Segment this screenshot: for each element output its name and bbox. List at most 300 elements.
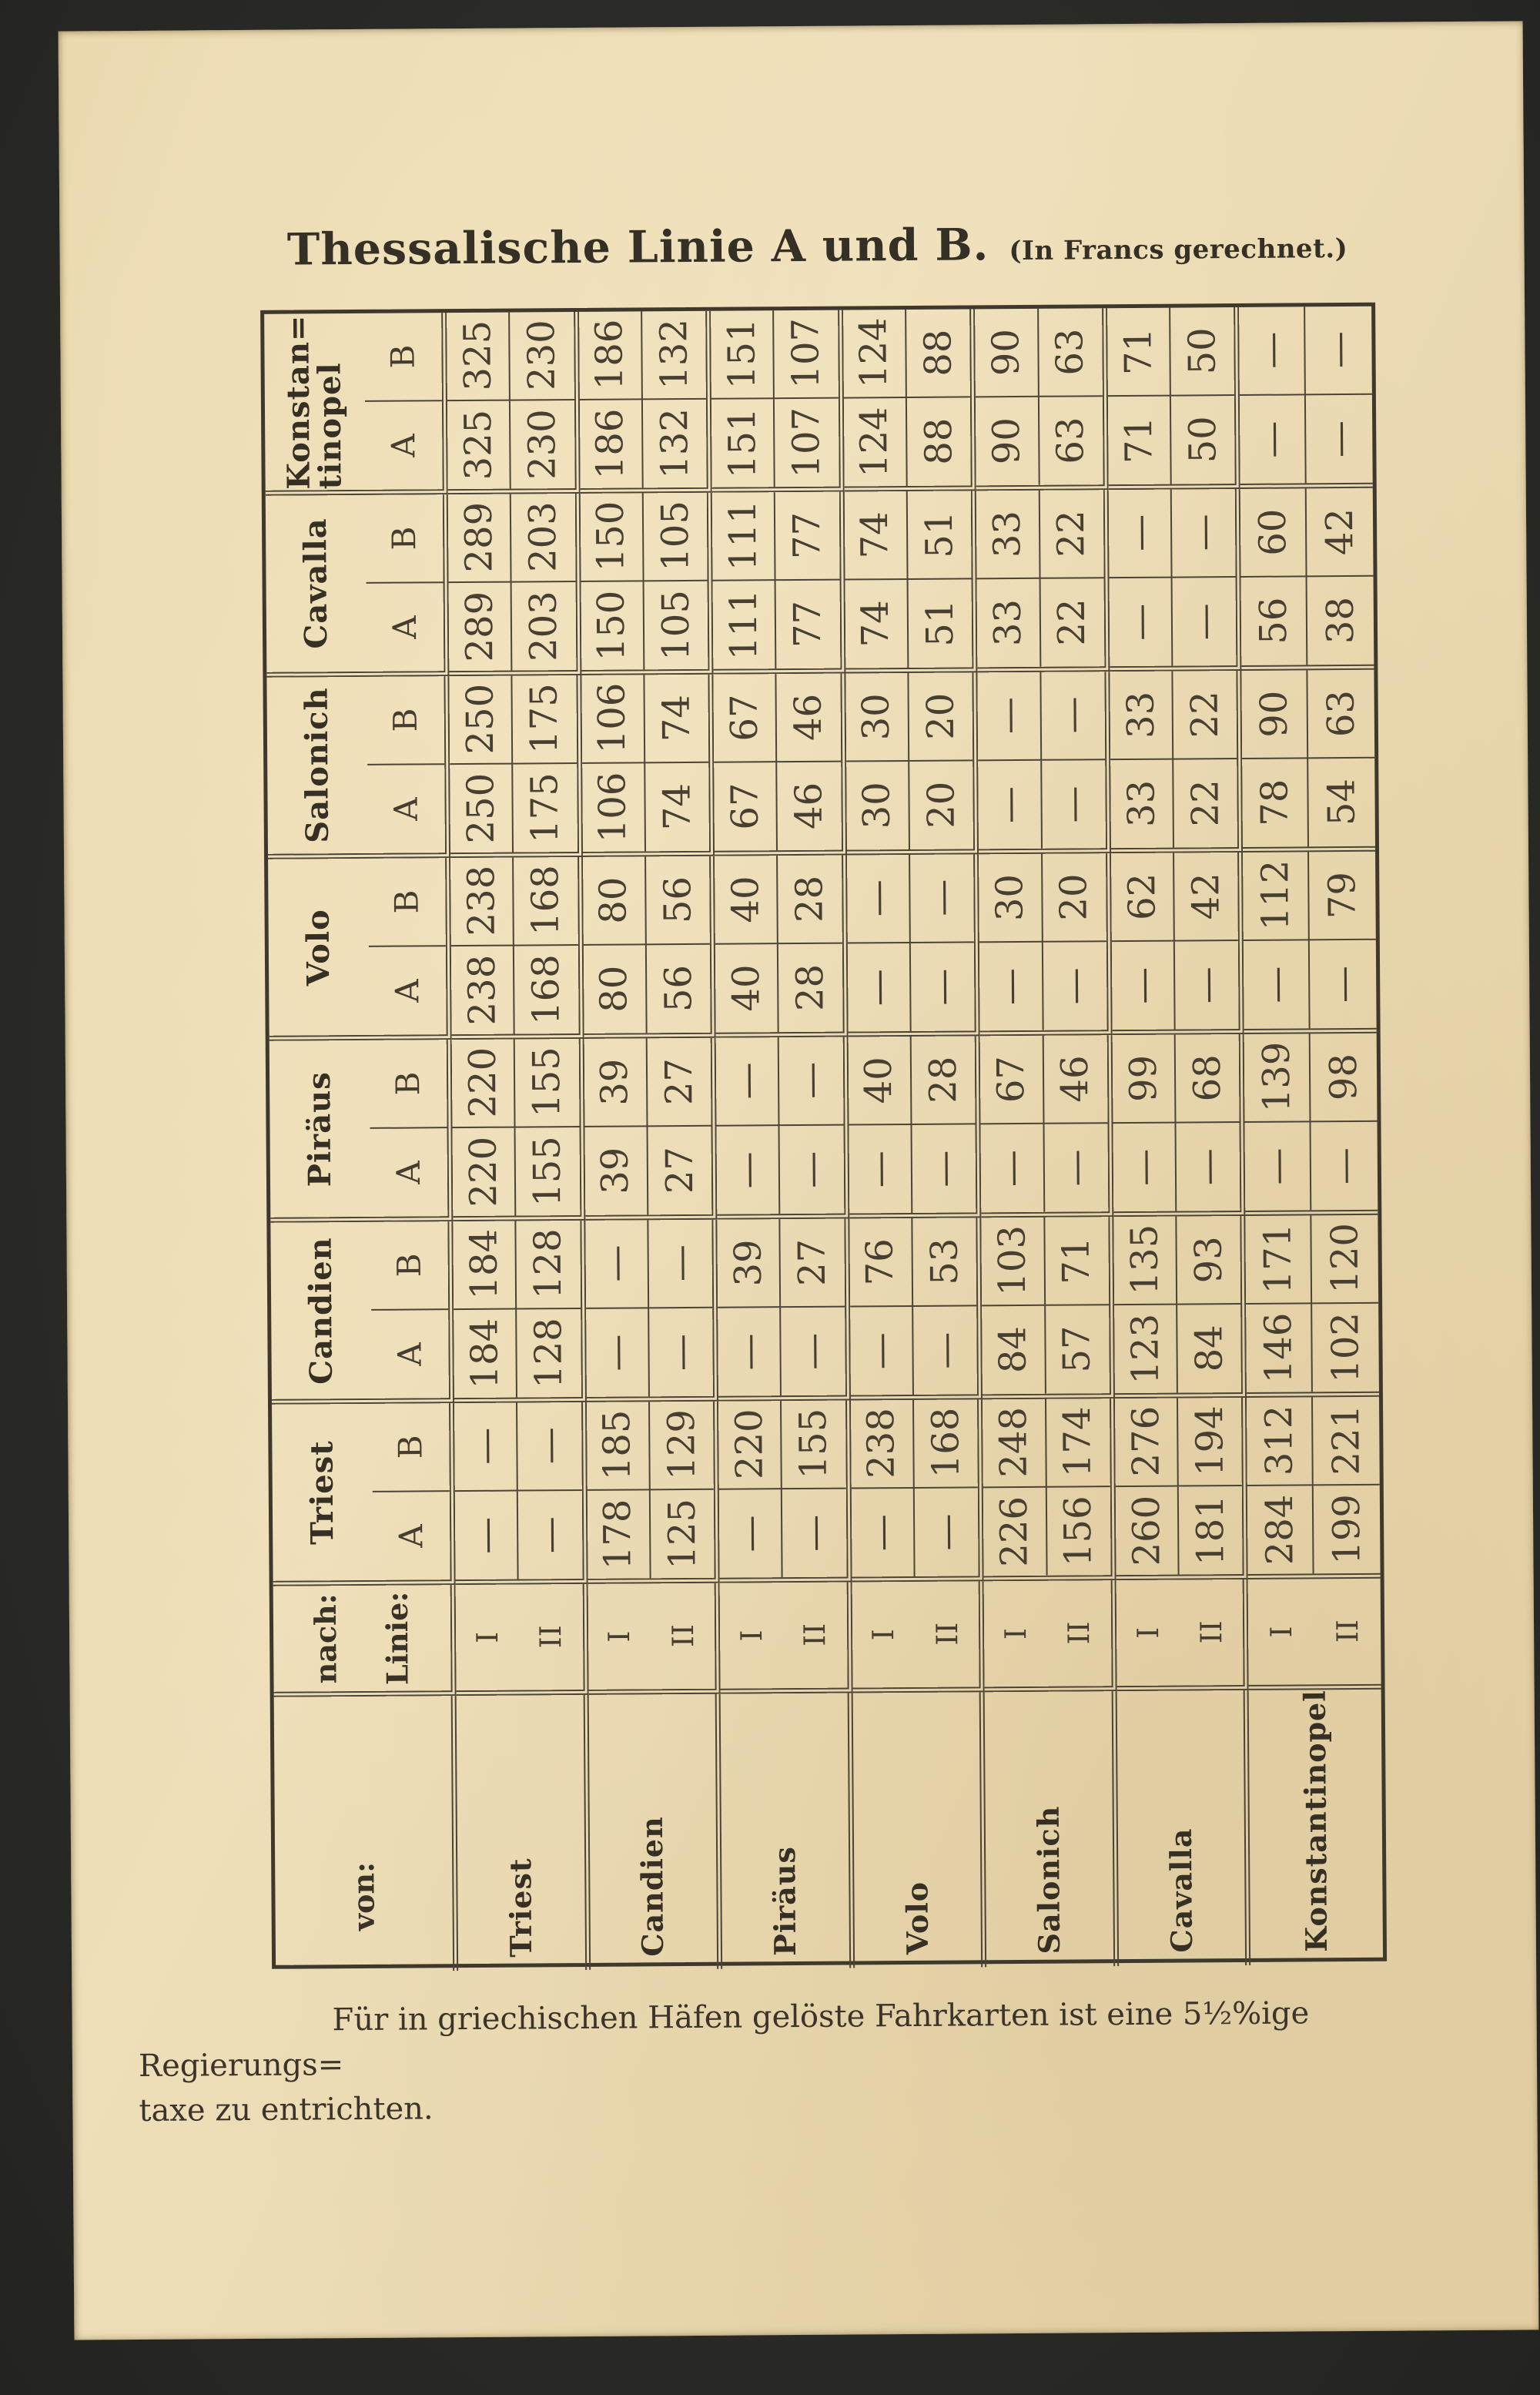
fare-value-b-i: 124 xyxy=(852,317,896,389)
fare-cell xyxy=(979,853,1112,1036)
fare-value-a-i: 106 xyxy=(591,772,635,843)
fare-value-a-ii: — xyxy=(923,1331,967,1369)
linie-b-label: B xyxy=(386,708,424,732)
fare-value-b-i: 150 xyxy=(589,501,633,572)
fare-value-a-i: 226 xyxy=(992,1496,1036,1567)
fare-value-a-i: 150 xyxy=(589,590,634,662)
fare-cell xyxy=(712,492,845,675)
footer-line-2: taxe zu entrichten. xyxy=(139,2091,434,2129)
fare-cell xyxy=(1242,670,1375,852)
footer-note xyxy=(138,1990,1409,2133)
fare-value-a-ii: — xyxy=(789,1151,834,1188)
fare-value-b-i: 67 xyxy=(989,1055,1033,1104)
fare-cell xyxy=(587,1402,720,1584)
fare-value-a-i: 220 xyxy=(461,1136,505,1208)
nach-row-header xyxy=(272,1403,456,1586)
fare-cell xyxy=(1109,489,1242,672)
fare-value-b-ii: 51 xyxy=(917,511,962,558)
von-column-cell xyxy=(721,1693,855,1969)
fare-value-a-ii: 57 xyxy=(1055,1325,1099,1373)
fare-value-a-ii: — xyxy=(527,1516,572,1554)
fare-value-a-i: 80 xyxy=(592,965,636,1013)
fare-value-a-i: 325 xyxy=(456,409,500,481)
fare-cell xyxy=(983,1398,1116,1581)
fare-value-b-i: — xyxy=(1117,514,1161,552)
fare-value-a-ii: — xyxy=(1186,1147,1230,1186)
fare-value-a-i: 90 xyxy=(985,417,1029,465)
fare-value-a-i: — xyxy=(1122,1148,1166,1186)
fare-value-b-ii: 22 xyxy=(1183,690,1227,739)
fare-value-b-i: 62 xyxy=(1120,873,1164,920)
fare-value-b-ii: 71 xyxy=(1054,1236,1099,1285)
fare-value-b-i: 33 xyxy=(1119,691,1163,739)
fare-value-a-ii: 22 xyxy=(1183,779,1227,827)
fare-cell xyxy=(452,1039,585,1221)
nach-row-label: Salonich xyxy=(298,687,336,844)
fare-cell xyxy=(718,1401,852,1583)
fare-value-b-ii: — xyxy=(1316,331,1361,369)
fare-value-b-ii: 155 xyxy=(524,1047,569,1118)
fare-value-a-ii: 28 xyxy=(788,963,832,1012)
fare-value-b-i: 39 xyxy=(726,1238,770,1287)
fare-cell xyxy=(851,1399,984,1582)
fare-cell xyxy=(581,675,715,857)
fare-value-b-ii: 50 xyxy=(1180,327,1224,375)
fare-value-b-i: 71 xyxy=(1116,327,1160,375)
fare-value-b-i: 171 xyxy=(1256,1223,1300,1295)
fare-value-a-i: — xyxy=(1118,603,1162,641)
nach-row-header xyxy=(266,494,450,678)
linie-b-label: B xyxy=(387,889,426,914)
fare-value-b-ii: — xyxy=(527,1427,571,1465)
class-label-cell xyxy=(1116,1579,1249,1691)
fare-value-a-ii: — xyxy=(924,1513,969,1551)
fare-value-a-ii: 128 xyxy=(527,1318,571,1389)
fare-value-b-i: 112 xyxy=(1253,859,1297,931)
linie-b-label: B xyxy=(390,1435,430,1459)
class-ii-label: II xyxy=(1062,1621,1096,1646)
von-column-label: Volo xyxy=(899,1881,935,1955)
linie-a-label: A xyxy=(389,1160,427,1184)
fare-value-a-i: 30 xyxy=(855,782,899,829)
fare-value-b-ii: 79 xyxy=(1320,871,1364,919)
fare-value-b-i: 60 xyxy=(1250,508,1295,556)
fare-value-a-ii: 199 xyxy=(1324,1493,1369,1565)
nach-row-label: Cavalla xyxy=(296,518,334,650)
fare-value-b-i: — xyxy=(1250,331,1294,370)
fare-value-b-i: 312 xyxy=(1257,1405,1301,1476)
fare-value-b-ii: 221 xyxy=(1324,1405,1368,1476)
fare-value-a-ii: 74 xyxy=(654,783,699,831)
fare-value-b-i: 139 xyxy=(1254,1041,1299,1113)
fare-cell xyxy=(1244,1033,1378,1216)
page-title: Thessalische Linie A und B. xyxy=(286,219,989,276)
fare-cell xyxy=(978,672,1111,854)
fare-value-b-ii: 98 xyxy=(1321,1053,1365,1101)
von-column-cell xyxy=(588,1694,722,1970)
class-ii-label: II xyxy=(1330,1620,1364,1643)
nach-row-header xyxy=(268,858,452,1041)
fare-cell xyxy=(453,1221,586,1403)
von-column-cell xyxy=(1249,1690,1383,1965)
fare-cell xyxy=(845,672,979,855)
fare-cell xyxy=(711,310,844,493)
fare-value-b-i: 325 xyxy=(455,320,500,392)
fare-value-b-i: 135 xyxy=(1122,1224,1167,1296)
fare-value-a-i: 250 xyxy=(458,772,503,844)
fare-value-a-ii: 168 xyxy=(524,954,568,1026)
fare-table xyxy=(260,303,1387,1969)
nach-label: nach: xyxy=(307,1593,343,1684)
fare-cell xyxy=(447,312,580,494)
fare-value-a-i: 178 xyxy=(596,1499,640,1570)
class-i-label: I xyxy=(602,1630,637,1643)
fare-value-b-i: 248 xyxy=(992,1407,1036,1479)
fare-value-b-ii: 168 xyxy=(923,1407,968,1479)
class-label-cell xyxy=(456,1584,589,1696)
fare-cell xyxy=(1240,306,1373,489)
fare-value-a-ii: 51 xyxy=(918,599,962,648)
class-ii-label: II xyxy=(798,1623,832,1647)
fare-value-b-i: 40 xyxy=(857,1056,901,1104)
fare-value-b-ii: 93 xyxy=(1187,1235,1230,1284)
fare-value-b-ii: 28 xyxy=(788,875,832,923)
fare-value-a-i: 39 xyxy=(593,1147,638,1195)
von-label: von: xyxy=(345,1862,381,1931)
fare-value-b-ii: 42 xyxy=(1184,872,1228,920)
fare-cell xyxy=(849,1218,983,1400)
class-label-cell xyxy=(588,1583,721,1695)
fare-value-a-ii: 63 xyxy=(1049,417,1093,464)
fare-value-a-ii: — xyxy=(1053,967,1096,1005)
fare-cell xyxy=(583,856,716,1039)
fare-value-a-ii: 105 xyxy=(654,589,698,661)
fare-value-a-ii: 46 xyxy=(787,782,831,830)
fare-value-a-i: 84 xyxy=(991,1326,1035,1374)
fare-value-a-ii: — xyxy=(658,1333,703,1372)
fare-value-a-i: — xyxy=(1255,1147,1299,1185)
fare-value-b-i: 151 xyxy=(719,318,764,390)
fare-cell xyxy=(450,857,584,1040)
fare-value-a-ii: — xyxy=(1184,966,1229,1004)
fare-value-a-i: 284 xyxy=(1257,1494,1302,1566)
fare-value-b-ii: 27 xyxy=(657,1057,701,1106)
fare-value-a-ii: 203 xyxy=(521,591,566,662)
fare-cell xyxy=(1246,1215,1379,1398)
fare-value-a-i: — xyxy=(989,967,1033,1006)
fare-value-a-ii: 88 xyxy=(916,417,961,466)
fare-value-b-ii: 46 xyxy=(786,693,831,741)
nach-row-label: Volo xyxy=(300,908,336,986)
fare-value-b-i: 90 xyxy=(984,328,1028,377)
fare-value-a-i: 74 xyxy=(854,600,898,648)
fare-value-a-i: 71 xyxy=(1116,416,1161,464)
fare-value-b-i: 106 xyxy=(590,682,634,754)
fare-value-a-i: 238 xyxy=(460,954,504,1026)
fare-value-b-ii: — xyxy=(919,879,964,917)
fare-value-b-ii: 175 xyxy=(522,683,567,755)
von-column-cell xyxy=(457,1695,591,1971)
fare-value-b-ii: 77 xyxy=(785,511,829,559)
fare-value-b-ii: 203 xyxy=(521,501,565,573)
fare-value-a-ii: 181 xyxy=(1188,1495,1233,1566)
fare-value-b-ii: 174 xyxy=(1056,1406,1100,1478)
fare-value-a-ii: 175 xyxy=(523,772,567,844)
von-column-label: Cavalla xyxy=(1163,1827,1199,1954)
fare-value-b-i: 30 xyxy=(854,692,899,741)
fare-value-b-ii: 20 xyxy=(919,692,962,740)
fare-cell xyxy=(454,1402,588,1585)
fare-value-b-i: 40 xyxy=(724,875,768,923)
fare-cell xyxy=(1240,488,1374,671)
von-column-label: Salonich xyxy=(1030,1805,1067,1955)
linie-a-label: A xyxy=(390,1342,429,1366)
fare-value-b-ii: 194 xyxy=(1187,1405,1232,1477)
fare-cell xyxy=(1113,1216,1247,1398)
fare-cell xyxy=(976,490,1110,672)
fare-value-b-i: 99 xyxy=(1121,1054,1165,1102)
fare-cell xyxy=(848,1036,981,1218)
fare-value-b-ii: 28 xyxy=(921,1056,965,1104)
fare-value-b-ii: 230 xyxy=(520,320,564,391)
von-column-label: Candien xyxy=(634,1816,671,1958)
fare-value-a-ii: 56 xyxy=(656,965,700,1013)
fare-value-a-i: — xyxy=(1250,420,1294,458)
fare-value-b-ii: 46 xyxy=(1053,1054,1097,1103)
fare-value-a-ii: — xyxy=(1051,785,1095,823)
fare-value-b-ii: 63 xyxy=(1319,689,1363,738)
fare-value-b-i: 80 xyxy=(591,876,635,924)
fare-value-b-ii: — xyxy=(658,1244,702,1282)
fare-value-b-i: 220 xyxy=(727,1409,772,1480)
fare-value-b-ii: — xyxy=(1181,514,1226,551)
fare-value-a-i: 33 xyxy=(986,599,1030,647)
fare-value-b-ii: 63 xyxy=(1048,328,1092,376)
fare-value-a-ii: 22 xyxy=(1050,598,1094,646)
nach-row-label: Piräus xyxy=(300,1070,338,1187)
von-column-label: Piräus xyxy=(767,1845,803,1956)
class-i-label: I xyxy=(999,1627,1033,1640)
von-column-label: Triest xyxy=(503,1857,538,1958)
fare-value-b-i: 238 xyxy=(459,866,504,937)
fare-value-a-ii: 155 xyxy=(525,1136,570,1208)
fare-value-b-ii: 56 xyxy=(655,876,700,924)
fare-value-b-i: 220 xyxy=(460,1047,505,1119)
fare-value-a-i: 186 xyxy=(588,408,632,480)
fare-cell xyxy=(975,308,1108,491)
fare-value-a-ii: — xyxy=(1322,1147,1366,1184)
fare-value-a-ii: — xyxy=(1053,1149,1098,1187)
fare-value-a-ii: 20 xyxy=(919,781,963,829)
fare-value-b-i: 103 xyxy=(990,1225,1034,1297)
fare-cell xyxy=(715,856,848,1038)
fare-cell xyxy=(1115,1398,1248,1580)
fare-value-a-i: — xyxy=(987,785,1031,824)
fare-value-b-i: — xyxy=(594,1244,638,1283)
fare-cell xyxy=(585,1220,718,1402)
fare-cell xyxy=(717,1219,850,1402)
fare-value-a-ii: 107 xyxy=(785,407,829,478)
linie-a-label: A xyxy=(387,796,425,821)
fare-value-a-ii: 54 xyxy=(1319,779,1364,826)
fare-value-a-i: 78 xyxy=(1253,779,1297,827)
fare-value-b-i: 39 xyxy=(593,1058,637,1106)
fare-value-b-i: 67 xyxy=(722,693,766,742)
nach-row-header xyxy=(264,313,448,496)
nach-row-label: Triest xyxy=(303,1439,340,1545)
class-i-label: I xyxy=(470,1631,504,1643)
fare-value-a-i: 151 xyxy=(720,407,765,479)
fare-value-a-ii: 132 xyxy=(652,407,697,479)
linie-a-label: A xyxy=(387,978,426,1003)
fare-value-a-i: — xyxy=(464,1516,508,1554)
fare-value-b-i: 74 xyxy=(853,511,897,559)
fare-value-b-i: — xyxy=(725,1062,769,1100)
fare-value-b-i: 186 xyxy=(588,319,632,390)
fare-value-a-i: — xyxy=(728,1515,772,1553)
fare-value-a-ii: 50 xyxy=(1180,416,1225,464)
fare-value-a-ii: — xyxy=(791,1332,835,1370)
class-ii-label: II xyxy=(1194,1620,1229,1644)
linie-label: Linie: xyxy=(379,1591,415,1686)
fare-value-b-ii: 20 xyxy=(1052,873,1096,921)
fare-cell xyxy=(716,1037,849,1220)
linie-b-label: B xyxy=(388,1071,427,1096)
fare-value-a-i: — xyxy=(594,1334,638,1372)
fare-cell xyxy=(843,309,976,491)
linie-b-label: B xyxy=(384,526,423,551)
fare-value-b-ii: — xyxy=(789,1061,833,1100)
fare-value-b-ii: 128 xyxy=(526,1228,571,1300)
fare-value-b-i: — xyxy=(855,879,899,917)
fare-value-a-i: 111 xyxy=(721,589,766,661)
fare-value-b-i: 111 xyxy=(721,500,765,571)
fare-value-b-i: 276 xyxy=(1123,1406,1168,1478)
fare-value-b-ii: 120 xyxy=(1323,1223,1367,1295)
fare-cell xyxy=(580,493,713,675)
fare-value-b-i: 76 xyxy=(858,1238,902,1286)
fare-value-a-ii: — xyxy=(1317,420,1361,458)
page-title-row xyxy=(259,216,1374,276)
fare-value-a-ii: — xyxy=(920,968,965,1006)
nach-row-header xyxy=(270,1040,454,1223)
linie-a-label: A xyxy=(385,615,424,639)
fare-value-b-i: 250 xyxy=(458,684,502,755)
fare-cell xyxy=(1247,1397,1380,1579)
fare-value-a-ii: 230 xyxy=(520,409,564,481)
fare-value-a-i: 33 xyxy=(1119,779,1163,828)
fare-value-a-ii: 156 xyxy=(1056,1496,1100,1567)
fare-value-a-i: — xyxy=(858,1150,902,1188)
scanned-paper-page xyxy=(59,21,1539,2340)
fare-value-b-ii: 22 xyxy=(1050,510,1093,558)
fare-value-a-i: 184 xyxy=(462,1318,507,1389)
fare-value-b-i: 289 xyxy=(457,502,501,574)
nach-linie-corner xyxy=(273,1585,457,1697)
nach-row-label: Konstan= tinopel xyxy=(280,314,349,490)
class-i-label: I xyxy=(734,1630,769,1642)
fare-value-a-ii: 84 xyxy=(1187,1325,1231,1372)
fare-value-a-ii: 77 xyxy=(785,600,830,648)
fare-value-b-ii: 74 xyxy=(654,694,698,742)
fare-value-a-ii: — xyxy=(792,1514,836,1552)
fare-cell xyxy=(584,1038,717,1221)
fare-cell xyxy=(714,674,847,856)
fare-value-a-ii: 27 xyxy=(658,1147,701,1194)
fare-cell xyxy=(982,1217,1115,1399)
fare-value-a-i: 123 xyxy=(1123,1313,1167,1385)
fare-cell xyxy=(449,675,582,858)
fare-value-a-i: 124 xyxy=(852,407,896,478)
linie-a-label: A xyxy=(383,433,423,457)
class-ii-label: II xyxy=(534,1625,568,1649)
class-label-cell xyxy=(720,1583,853,1694)
class-i-label: I xyxy=(1264,1626,1299,1638)
class-ii-label: II xyxy=(665,1624,700,1648)
fare-cell xyxy=(1110,671,1243,853)
fare-value-b-i: 30 xyxy=(988,873,1032,922)
fare-value-a-ii: 102 xyxy=(1323,1311,1368,1383)
class-i-label: I xyxy=(866,1629,901,1641)
fare-value-b-ii: 88 xyxy=(916,329,960,377)
fare-value-b-i: — xyxy=(986,697,1030,735)
class-i-label: I xyxy=(1130,1626,1165,1640)
fare-value-a-i: 260 xyxy=(1124,1495,1169,1566)
fare-value-a-ii: 38 xyxy=(1318,597,1362,645)
class-label-cell xyxy=(1248,1579,1381,1690)
fare-value-a-ii: — xyxy=(1321,965,1365,1003)
fare-value-b-ii: — xyxy=(1050,696,1095,734)
fare-value-a-i: 289 xyxy=(457,591,501,662)
class-label-cell xyxy=(852,1581,985,1693)
fare-value-b-ii: 42 xyxy=(1317,507,1361,556)
fare-value-a-ii: — xyxy=(1182,602,1226,641)
fare-value-a-i: — xyxy=(860,1513,904,1552)
von-corner xyxy=(274,1696,458,1971)
fare-value-a-i: — xyxy=(856,968,900,1007)
fare-value-b-ii: 27 xyxy=(790,1238,835,1286)
fare-cell xyxy=(1113,1034,1246,1217)
fare-value-a-ii: 125 xyxy=(660,1498,705,1569)
fare-cell xyxy=(980,1035,1113,1218)
fare-value-b-i: 238 xyxy=(859,1408,904,1479)
fare-value-a-i: 40 xyxy=(724,964,768,1012)
title-note: (In Francs gerechnet.) xyxy=(1009,233,1348,267)
fare-value-a-i: — xyxy=(859,1331,903,1370)
fare-cell xyxy=(1243,852,1376,1034)
fare-cell xyxy=(844,491,977,673)
fare-value-b-ii: 168 xyxy=(524,865,567,936)
linie-b-label: B xyxy=(390,1253,428,1278)
footer-line-1: Für in griechischen Häfen gelöste Fahrkarten ist eine 5½%ige Regierungs= xyxy=(138,1995,1310,2085)
class-label-cell xyxy=(984,1580,1117,1692)
fare-value-a-i: 146 xyxy=(1257,1312,1301,1384)
fare-value-b-ii: 53 xyxy=(922,1238,966,1285)
fare-value-a-i: 67 xyxy=(723,782,767,830)
fare-value-b-i: 90 xyxy=(1252,690,1296,738)
fare-value-a-i: — xyxy=(1120,966,1164,1004)
fare-value-b-ii: 129 xyxy=(659,1409,704,1481)
nach-row-header xyxy=(266,676,450,859)
fare-value-a-i: — xyxy=(989,1149,1033,1187)
fare-cell xyxy=(847,854,980,1037)
linie-a-label: A xyxy=(391,1523,430,1548)
fare-value-b-i: — xyxy=(463,1427,507,1465)
fare-value-b-ii: 107 xyxy=(784,318,828,390)
nach-row-label: Candien xyxy=(302,1236,340,1385)
fare-value-a-i: — xyxy=(1254,966,1298,1003)
fare-value-b-i: 33 xyxy=(985,510,1029,558)
